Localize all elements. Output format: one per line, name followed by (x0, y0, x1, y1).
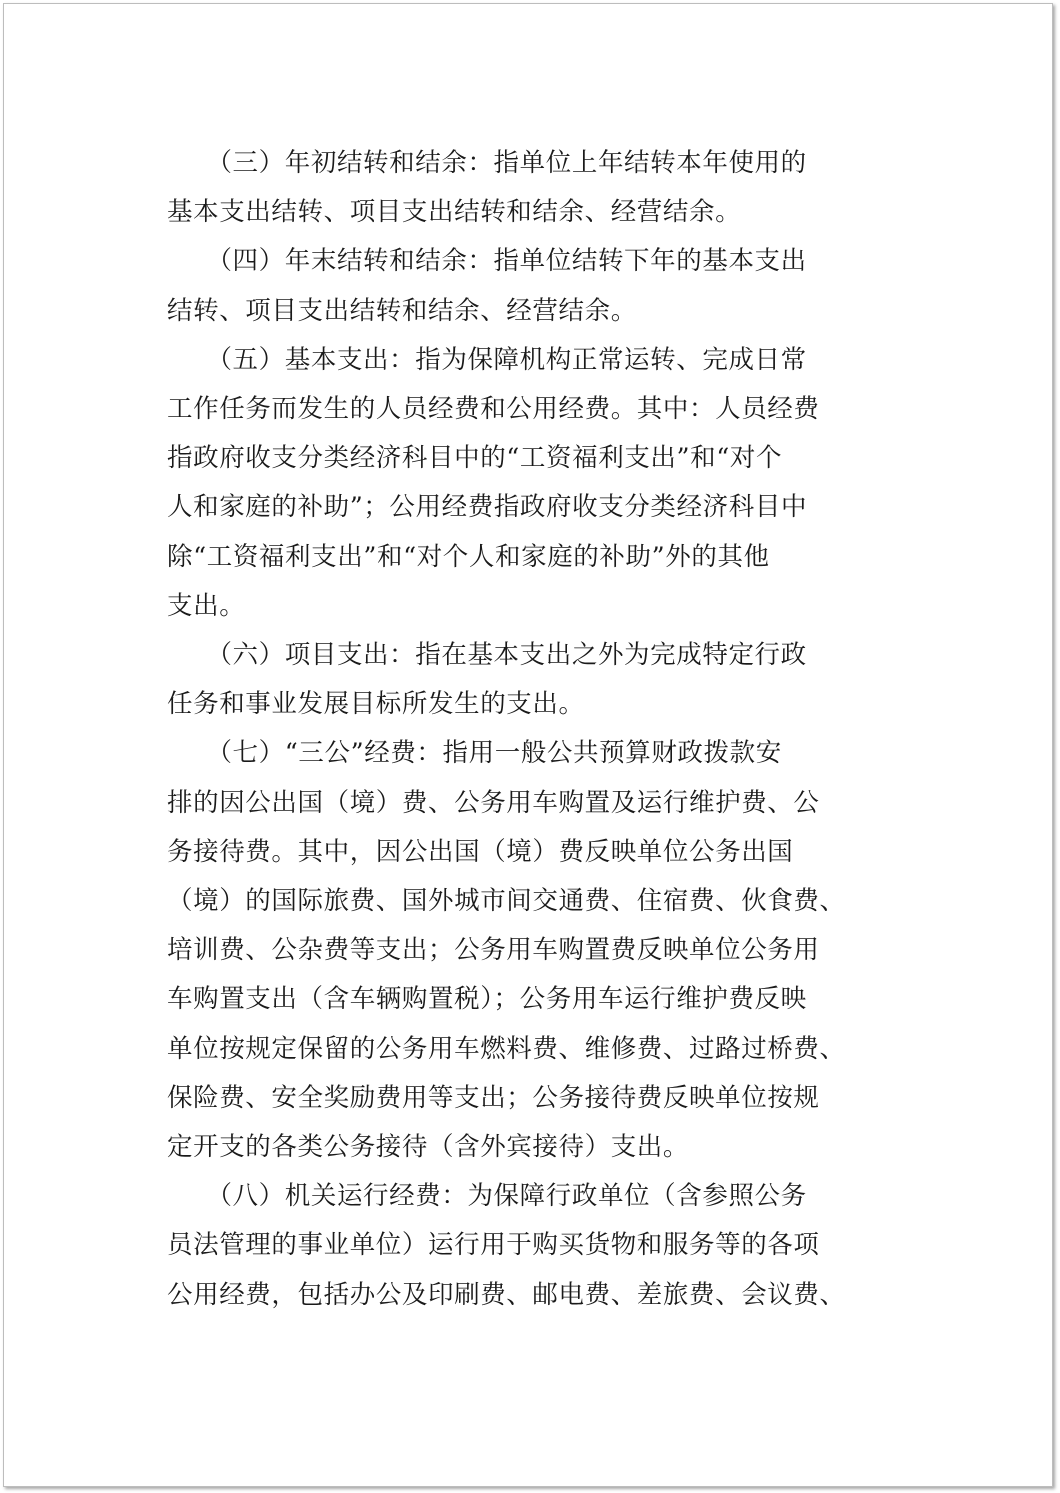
text-line: 基本支出结转、项目支出结转和结余、经营结余。 (167, 197, 742, 228)
text-line: （三）年初结转和结余：指单位上年结转本年使用的 (167, 148, 807, 178)
text-line: 务接待费。其中，因公出国（境）费反映单位公务出国 (167, 836, 794, 867)
text-line: 公用经费，包括办公及印刷费、邮电费、差旅费、会议费、 (167, 1279, 846, 1310)
text-line: 定开支的各类公务接待（含外宾接待）支出。 (167, 1132, 690, 1162)
text-line: 任务和事业发展目标所发生的支出。 (167, 689, 585, 720)
text-line: 排的因公出国（境）费、公务用车购置及运行维护费、公 (167, 787, 820, 818)
text-line: 员法管理的事业单位）运行用于购买货物和服务等的各项 (167, 1230, 820, 1261)
text-line: 培训费、公杂费等支出；公务用车购置费反映单位公务用 (167, 935, 820, 966)
text-line: （四）年末结转和结余：指单位结转下年的基本支出 (167, 246, 807, 277)
text-line: 结转、项目支出结转和结余、经营结余。 (167, 295, 637, 326)
text-line: 指政府收支分类经济科目中的“工资福利支出”和“对个 (167, 443, 783, 474)
text-line: 除“工资福利支出”和“对个人和家庭的补助”外的其他 (167, 541, 770, 572)
text-line: （六）项目支出：指在基本支出之外为完成特定行政 (167, 640, 807, 670)
text-line: （境）的国际旅费、国外城市间交通费、住宿费、伙食费、 (167, 886, 846, 916)
document-page (3, 3, 1053, 1487)
text-line: 车购置支出（含车辆购置税）；公务用车运行维护费反映 (167, 984, 807, 1015)
text-line: 保险费、安全奖励费用等支出；公务接待费反映单位按规 (167, 1082, 820, 1113)
text-line: （七）“三公”经费：指用一般公共预算财政拨款安 (167, 738, 782, 769)
text-line: （五）基本支出：指为保障机构正常运转、完成日常 (167, 344, 807, 375)
text-line: 人和家庭的补助”；公用经费指政府收支分类经济科目中 (167, 492, 808, 523)
text-line: 支出。 (167, 590, 246, 621)
text-line: （八）机关运行经费：为保障行政单位（含参照公务 (167, 1181, 807, 1212)
text-line: 工作任务而发生的人员经费和公用经费。其中：人员经费 (167, 394, 820, 424)
text-line: 单位按规定保留的公务用车燃料费、维修费、过路过桥费、 (167, 1033, 846, 1064)
